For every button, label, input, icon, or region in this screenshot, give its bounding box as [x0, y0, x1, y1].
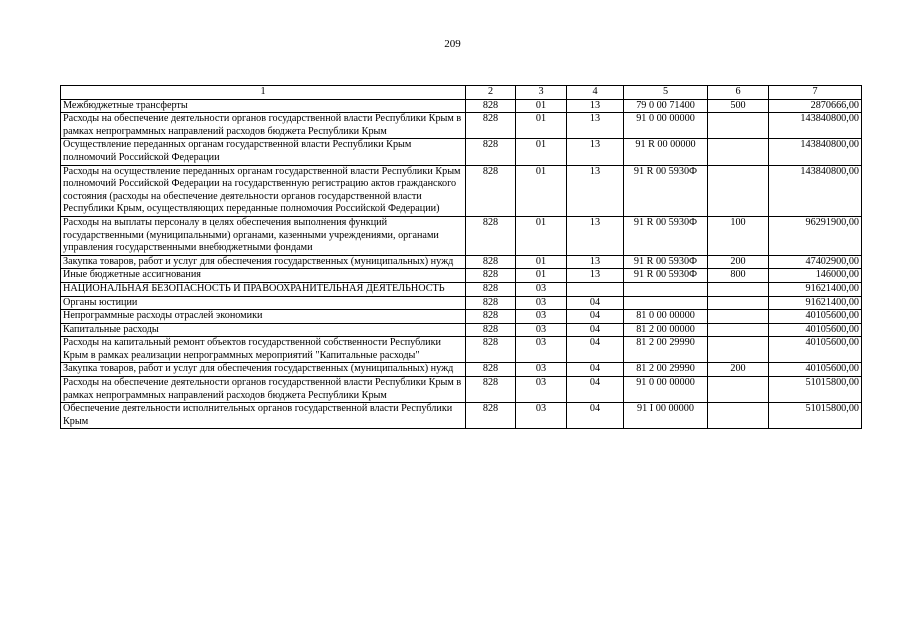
row-expense-type-code: [708, 113, 769, 139]
row-section-code: 01: [516, 113, 567, 139]
row-amount: 91621400,00: [769, 296, 862, 310]
row-name: Закупка товаров, работ и услуг для обеспечения государственных (муниципальных) нужд: [61, 363, 466, 377]
row-amount: 2870666,00: [769, 99, 862, 113]
row-expense-type-code: [708, 403, 769, 429]
row-name: Расходы на обеспечение деятельности органов государственной власти Республики Крым в рамках непрограммных направлений расходов бюджета Республики Крым: [61, 377, 466, 403]
row-section-code: 03: [516, 323, 567, 337]
row-expense-type-code: [708, 282, 769, 296]
row-expense-type-code: [708, 296, 769, 310]
row-ministry-code: 828: [466, 403, 516, 429]
row-subsection-code: 04: [567, 363, 624, 377]
row-name: Расходы на капитальный ремонт объектов государственной собственности Республики Крым в рамках реализации непрограммных мероприятий "Капитальные расходы": [61, 337, 466, 363]
row-subsection-code: 13: [567, 99, 624, 113]
row-name: Иные бюджетные ассигнования: [61, 269, 466, 283]
row-section-code: 01: [516, 216, 567, 255]
row-subsection-code: 04: [567, 323, 624, 337]
table-row: [61, 139, 862, 165]
row-target-article-code: 79 0 00 71400: [624, 99, 708, 113]
row-subsection-code: 13: [567, 139, 624, 165]
row-expense-type-code: [708, 165, 769, 216]
row-ministry-code: 828: [466, 216, 516, 255]
row-name: Расходы на выплаты персоналу в целях обеспечения выполнения функций государственными (муниципальными) органами, казенными учреждениями, органами управления государственными внебюджетными фондами: [61, 216, 466, 255]
table-row: [61, 337, 862, 363]
row-name: Непрограммные расходы отраслей экономики: [61, 310, 466, 324]
row-amount: 146000,00: [769, 269, 862, 283]
row-amount: 51015800,00: [769, 377, 862, 403]
table-row: [61, 296, 862, 310]
row-amount: 51015800,00: [769, 403, 862, 429]
row-ministry-code: 828: [466, 337, 516, 363]
row-target-article-code: [624, 282, 708, 296]
row-target-article-code: 91 R 00 00000: [624, 139, 708, 165]
row-expense-type-code: 800: [708, 269, 769, 283]
row-target-article-code: 91 I 00 00000: [624, 403, 708, 429]
header-cell: 6: [708, 86, 769, 100]
table-row: [61, 310, 862, 324]
row-ministry-code: 828: [466, 113, 516, 139]
table-row: [61, 165, 862, 216]
row-name: Расходы на осуществление переданных органам государственной власти Республики Крым полномочий Российской Федерации на государственную регистрацию актов гражданского состояния (расходы на обеспечение деятельности органов государственной власти Республики Крым, осуществляющих переданные полномочия Российской Федерации): [61, 165, 466, 216]
row-amount: 143840800,00: [769, 165, 862, 216]
table-row: [61, 255, 862, 269]
table-row: [61, 216, 862, 255]
row-ministry-code: 828: [466, 310, 516, 324]
row-target-article-code: 81 2 00 00000: [624, 323, 708, 337]
row-ministry-code: 828: [466, 377, 516, 403]
row-expense-type-code: [708, 139, 769, 165]
row-ministry-code: 828: [466, 165, 516, 216]
header-cell: 2: [466, 86, 516, 100]
row-subsection-code: 04: [567, 337, 624, 363]
row-section-code: 03: [516, 337, 567, 363]
row-subsection-code: 04: [567, 403, 624, 429]
row-target-article-code: 91 R 00 5930Ф: [624, 165, 708, 216]
row-name: Обеспечение деятельности исполнительных органов государственной власти Республики Крым: [61, 403, 466, 429]
row-expense-type-code: [708, 377, 769, 403]
row-target-article-code: 81 0 00 00000: [624, 310, 708, 324]
row-subsection-code: 13: [567, 113, 624, 139]
row-subsection-code: 04: [567, 377, 624, 403]
row-name: НАЦИОНАЛЬНАЯ БЕЗОПАСНОСТЬ И ПРАВООХРАНИТЕЛЬНАЯ ДЕЯТЕЛЬНОСТЬ: [61, 282, 466, 296]
row-section-code: 01: [516, 269, 567, 283]
row-target-article-code: 91 0 00 00000: [624, 113, 708, 139]
row-target-article-code: 91 R 00 5930Ф: [624, 269, 708, 283]
row-name: Органы юстиции: [61, 296, 466, 310]
row-section-code: 03: [516, 282, 567, 296]
header-cell: 7: [769, 86, 862, 100]
row-amount: 40105600,00: [769, 337, 862, 363]
header-cell: 1: [61, 86, 466, 100]
table-row: [61, 363, 862, 377]
row-subsection-code: 13: [567, 165, 624, 216]
row-expense-type-code: [708, 323, 769, 337]
row-amount: 143840800,00: [769, 113, 862, 139]
row-amount: 143840800,00: [769, 139, 862, 165]
row-subsection-code: 13: [567, 269, 624, 283]
table-row: [61, 282, 862, 296]
row-subsection-code: 04: [567, 296, 624, 310]
row-ministry-code: 828: [466, 282, 516, 296]
row-expense-type-code: 500: [708, 99, 769, 113]
table-row: [61, 377, 862, 403]
header-cell: 3: [516, 86, 567, 100]
table-row: [61, 269, 862, 283]
row-amount: 91621400,00: [769, 282, 862, 296]
row-section-code: 03: [516, 403, 567, 429]
row-ministry-code: 828: [466, 99, 516, 113]
row-ministry-code: 828: [466, 139, 516, 165]
row-expense-type-code: 100: [708, 216, 769, 255]
header-row: [61, 86, 862, 100]
table-row: [61, 113, 862, 139]
page-number: 209: [444, 38, 461, 50]
row-expense-type-code: 200: [708, 363, 769, 377]
row-section-code: 03: [516, 363, 567, 377]
row-target-article-code: 91 R 00 5930Ф: [624, 255, 708, 269]
row-subsection-code: 04: [567, 310, 624, 324]
header-cell: 4: [567, 86, 624, 100]
row-amount: 40105600,00: [769, 310, 862, 324]
row-section-code: 01: [516, 99, 567, 113]
row-ministry-code: 828: [466, 323, 516, 337]
row-ministry-code: 828: [466, 296, 516, 310]
row-target-article-code: 81 2 00 29990: [624, 363, 708, 377]
row-amount: 96291900,00: [769, 216, 862, 255]
row-name: Капитальные расходы: [61, 323, 466, 337]
row-expense-type-code: [708, 310, 769, 324]
row-name: Расходы на обеспечение деятельности органов государственной власти Республики Крым в рамках непрограммных направлений расходов бюджета Республики Крым: [61, 113, 466, 139]
budget-table: [60, 85, 862, 429]
row-section-code: 01: [516, 165, 567, 216]
row-ministry-code: 828: [466, 269, 516, 283]
row-section-code: 01: [516, 139, 567, 165]
row-section-code: 03: [516, 296, 567, 310]
row-amount: 40105600,00: [769, 363, 862, 377]
row-name: Осуществление переданных органам государственной власти Республики Крым полномочий Российской Федерации: [61, 139, 466, 165]
row-target-article-code: 81 2 00 29990: [624, 337, 708, 363]
row-subsection-code: 13: [567, 216, 624, 255]
row-target-article-code: [624, 296, 708, 310]
row-section-code: 03: [516, 310, 567, 324]
row-amount: 47402900,00: [769, 255, 862, 269]
row-amount: 40105600,00: [769, 323, 862, 337]
row-ministry-code: 828: [466, 363, 516, 377]
header-cell: 5: [624, 86, 708, 100]
table-row: [61, 99, 862, 113]
row-target-article-code: 91 R 00 5930Ф: [624, 216, 708, 255]
row-expense-type-code: 200: [708, 255, 769, 269]
row-subsection-code: [567, 282, 624, 296]
table-row: [61, 323, 862, 337]
table-row: [61, 403, 862, 429]
row-name: Закупка товаров, работ и услуг для обеспечения государственных (муниципальных) нужд: [61, 255, 466, 269]
row-subsection-code: 13: [567, 255, 624, 269]
row-expense-type-code: [708, 337, 769, 363]
row-section-code: 03: [516, 377, 567, 403]
row-target-article-code: 91 0 00 00000: [624, 377, 708, 403]
row-section-code: 01: [516, 255, 567, 269]
row-ministry-code: 828: [466, 255, 516, 269]
row-name: Межбюджетные трансферты: [61, 99, 466, 113]
